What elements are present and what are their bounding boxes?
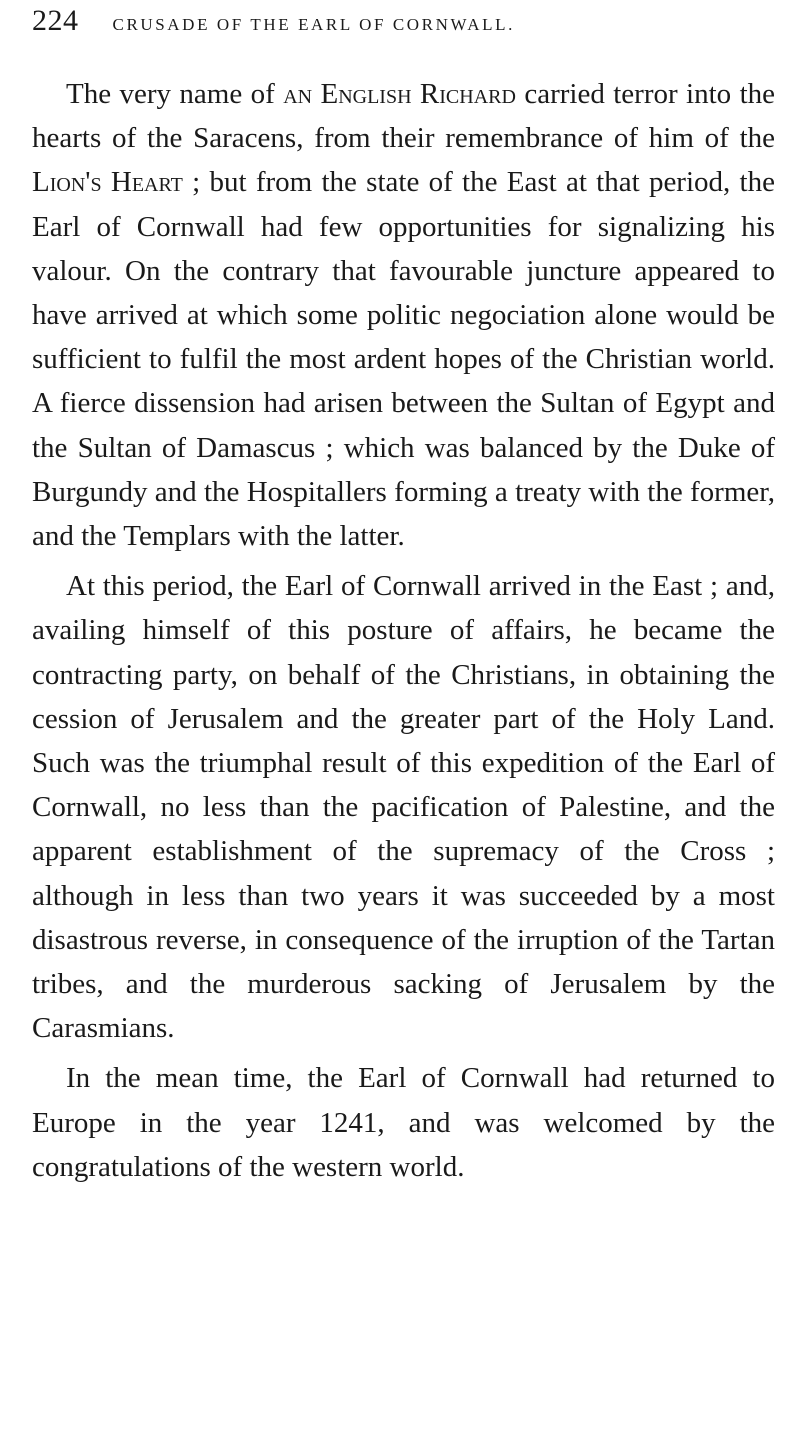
- body-text: [32, 72, 775, 1195]
- small-caps-lions-heart: Lion's Heart: [32, 166, 183, 199]
- paragraph-1-text-middle: carried terror into the hearts of the Saracens, from their remembrance of him of the: [32, 78, 775, 155]
- paragraph-3: In the mean time, the Earl of Cornwall had returned to Europe in the year 1241, and was welcomed by the congratulations of the western world.: [32, 1062, 775, 1183]
- small-caps-english-richard: an English Richard: [283, 78, 516, 110]
- paragraph-1-text-after: ; but from the state of the East at that period, the Earl of Cornwall had few opportunities for signalizing his valour. On the contrary that favourable juncture appeared to have arrived at which some politic negociation alone would be sufficient to fulfil the most ardent hopes of the Christian world. A fierce dissension had arisen between the Sultan of Egypt and the Sultan of Damascus ; which was balanced by the Duke of Burgundy and the Hospitallers forming a treaty with the former, and the Templars with the latter.: [32, 166, 775, 553]
- running-head: [32, 4, 772, 44]
- page-number: 224: [32, 4, 79, 37]
- running-title: CRUSADE OF THE EARL OF CORNWALL.: [112, 15, 515, 34]
- paragraph-1: [32, 72, 775, 558]
- paragraph-1-text-before: The very name of: [66, 78, 284, 110]
- paragraph-2: At this period, the Earl of Cornwall arrived in the East ; and, availing himself of this posture of affairs, he became the contracting party, on behalf of the Christians, in obtaining the cession of Jerusalem and the greater part of the Holy Land. Such was the triumphal result of this expedition of the Earl of Cornwall, no less than the pacification of Palestine, and the apparent establishment of the supremacy of the Cross ; although in less than two years it was succeeded by a most disastrous reverse, in consequence of the irruption of the Tartan tribes, and the murderous sacking of Jerusalem by the Carasmians.: [32, 570, 775, 1045]
